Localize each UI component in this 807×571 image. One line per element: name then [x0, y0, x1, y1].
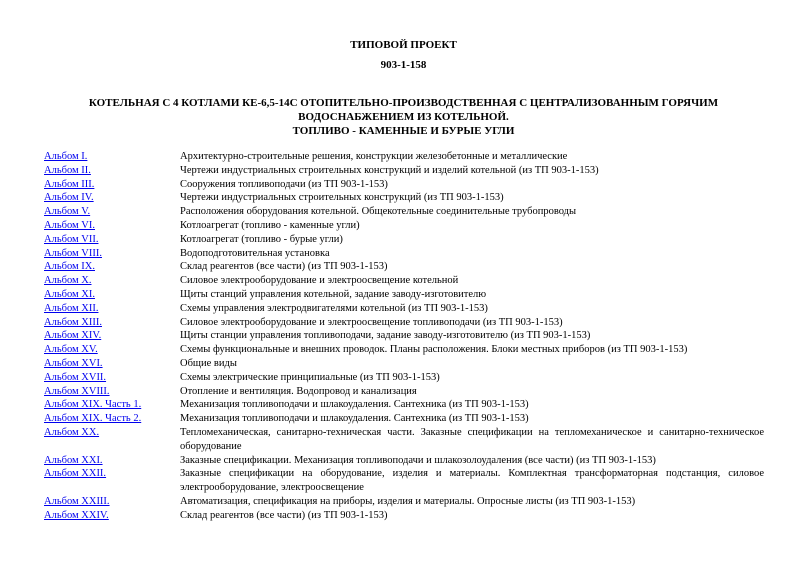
- album-row: [44, 302, 764, 316]
- album-description: Общие виды: [180, 357, 237, 369]
- project-number: 903-1-158: [380, 59, 427, 71]
- album-description: Склад реагентов (все части) (из ТП 903-1-153): [180, 261, 388, 273]
- album-row: [44, 150, 764, 164]
- album-description: Автоматизация, спецификация на приборы, изделия и материалы. Опросные листы (из ТП 903-1-153): [180, 495, 636, 507]
- album-cell: [44, 274, 180, 288]
- album-link[interactable]: Альбом III.: [44, 178, 95, 190]
- album-link[interactable]: Альбом X.: [44, 275, 92, 287]
- album-cell: [44, 454, 180, 468]
- album-row: [44, 467, 764, 495]
- album-link[interactable]: Альбом V.: [44, 206, 91, 218]
- album-link[interactable]: Альбом XIII.: [44, 316, 102, 328]
- album-description: Щиты станции управления топливоподачи, задание заводу-изготовителю (из ТП 903-1-153): [180, 330, 591, 342]
- album-link[interactable]: Альбом I.: [44, 151, 88, 162]
- album-description: Водоподготовительная установка: [180, 247, 330, 259]
- album-row: [44, 495, 764, 509]
- album-link[interactable]: Альбом XXIV.: [44, 509, 109, 521]
- album-description: Схемы управления электродвигателями котельной (из ТП 903-1-153): [180, 302, 488, 314]
- album-row: [44, 329, 764, 343]
- album-link[interactable]: Альбом XXII.: [44, 468, 107, 480]
- album-row: [44, 509, 764, 523]
- album-cell: [44, 288, 180, 302]
- album-link[interactable]: Альбом XIX. Часть 1.: [44, 399, 142, 411]
- album-cell: [44, 178, 180, 192]
- album-row: [44, 260, 764, 274]
- album-row: [44, 412, 764, 426]
- album-description: Щиты станций управления котельной, задание заводу-изготовителю: [180, 288, 487, 300]
- album-row: [44, 178, 764, 192]
- album-row: [44, 343, 764, 357]
- album-cell: [44, 509, 180, 523]
- album-description: Склад реагентов (все части) (из ТП 903-1-153): [180, 509, 388, 521]
- album-cell: [44, 357, 180, 371]
- album-cell: [44, 329, 180, 343]
- album-row: [44, 288, 764, 302]
- album-description: Схемы электрические принципиальные (из ТП 903-1-153): [180, 371, 440, 383]
- album-row: [44, 233, 764, 247]
- project-title: [30, 96, 777, 138]
- album-link[interactable]: Альбом XVII.: [44, 371, 107, 383]
- album-row: [44, 426, 764, 454]
- album-cell: [44, 191, 180, 205]
- album-row: [44, 385, 764, 399]
- album-cell: [44, 426, 180, 454]
- album-description: Схемы функциональные и внешних проводок. Планы расположения. Блоки местных приборов (из ТП 903-1-153): [180, 344, 688, 356]
- album-description: Заказные спецификации на оборудование, изделия и материалы. Комплектная трансформаторная подстанция, силовое электрооборудование, электроосвещение: [180, 468, 764, 494]
- document-type-heading: ТИПОВОЙ ПРОЕКТ: [350, 39, 457, 51]
- album-cell: [44, 467, 180, 495]
- album-row: [44, 247, 764, 261]
- album-link[interactable]: Альбом VI.: [44, 219, 95, 231]
- album-description: Чертежи индустриальных строительных конструкций (из ТП 903-1-153): [180, 192, 504, 204]
- album-row: [44, 191, 764, 205]
- album-row: [44, 454, 764, 468]
- album-cell: [44, 219, 180, 233]
- album-description: Сооружения топливоподачи (из ТП 903-1-153): [180, 178, 388, 190]
- album-link[interactable]: Альбом XIX. Часть 2.: [44, 413, 142, 425]
- album-description: Отопление и вентиляция. Водопровод и канализация: [180, 385, 417, 397]
- album-description: Силовое электрооборудование и электроосвещение топливоподачи (из ТП 903-1-153): [180, 316, 563, 328]
- album-row: [44, 316, 764, 330]
- album-link[interactable]: Альбом XIV.: [44, 330, 102, 342]
- album-cell: [44, 260, 180, 274]
- album-description: Котлоагрегат (топливо - каменные угли): [180, 219, 360, 231]
- album-description: Чертежи индустриальных строительных конструкций и изделий котельной (из ТП 903-1-153): [180, 164, 599, 176]
- album-cell: [44, 150, 180, 164]
- album-link[interactable]: Альбом XVI.: [44, 357, 103, 369]
- album-cell: [44, 164, 180, 178]
- album-link[interactable]: Альбом XXIII.: [44, 495, 110, 507]
- album-cell: [44, 302, 180, 316]
- album-row: [44, 274, 764, 288]
- album-row: [44, 219, 764, 233]
- album-link[interactable]: Альбом XX.: [44, 426, 100, 438]
- album-cell: [44, 343, 180, 357]
- album-description: Расположения оборудования котельной. Общекотельные соединительные трубопроводы: [180, 206, 577, 218]
- album-list-table: [44, 150, 764, 523]
- project-title-line-2: ВОДОСНАБЖЕНИЕМ ИЗ КОТЕЛЬНОЙ.: [298, 111, 509, 123]
- album-link[interactable]: Альбом XI.: [44, 288, 95, 300]
- album-description: Котлоагрегат (топливо - бурые угли): [180, 233, 343, 245]
- album-row: [44, 398, 764, 412]
- album-link[interactable]: Альбом IV.: [44, 192, 94, 204]
- album-cell: [44, 371, 180, 385]
- album-description: Заказные спецификации. Механизация топливоподачи и шлакозолоудаления (все части) (из ТП 903-1-153): [180, 454, 656, 466]
- album-description: Механизация топливоподачи и шлакоудаления. Сантехника (из ТП 903-1-153): [180, 399, 529, 411]
- album-description: Силовое электрооборудование и электроосвещение котельной: [180, 275, 459, 287]
- album-cell: [44, 385, 180, 399]
- album-cell: [44, 205, 180, 219]
- album-link[interactable]: Альбом IX.: [44, 261, 95, 273]
- album-link[interactable]: Альбом VII.: [44, 233, 99, 245]
- project-title-line-3: ТОПЛИВО - КАМЕННЫЕ И БУРЫЕ УГЛИ: [292, 125, 515, 137]
- album-link[interactable]: Альбом XV.: [44, 344, 98, 356]
- album-cell: [44, 247, 180, 261]
- album-link[interactable]: Альбом XXI.: [44, 454, 103, 466]
- album-link[interactable]: Альбом XVIII.: [44, 385, 110, 397]
- album-link[interactable]: Альбом XII.: [44, 302, 99, 314]
- album-cell: [44, 412, 180, 426]
- album-row: [44, 371, 764, 385]
- album-cell: [44, 495, 180, 509]
- album-cell: [44, 233, 180, 247]
- album-row: [44, 357, 764, 371]
- album-description: Тепломеханическая, санитарно-техническая части. Заказные спецификации на тепломеханическое и санитарно-техническое оборудование: [180, 426, 764, 452]
- project-title-line-1: КОТЕЛЬНАЯ С 4 КОТЛАМИ КЕ-6,5-14С ОТОПИТЕЛЬНО-ПРОИЗВОДСТВЕННАЯ С ЦЕНТРАЛИЗОВАННЫМ ГОРЯЧИМ: [88, 97, 719, 109]
- album-description: Архитектурно-строительные решения, конструкции железобетонные и металлические: [180, 151, 568, 162]
- album-row: [44, 205, 764, 219]
- album-description: Механизация топливоподачи и шлакоудаления. Сантехника (из ТП 903-1-153): [180, 413, 529, 425]
- album-row: [44, 164, 764, 178]
- album-cell: [44, 398, 180, 412]
- album-cell: [44, 316, 180, 330]
- album-link[interactable]: Альбом II.: [44, 164, 91, 176]
- album-link[interactable]: Альбом VIII.: [44, 247, 102, 259]
